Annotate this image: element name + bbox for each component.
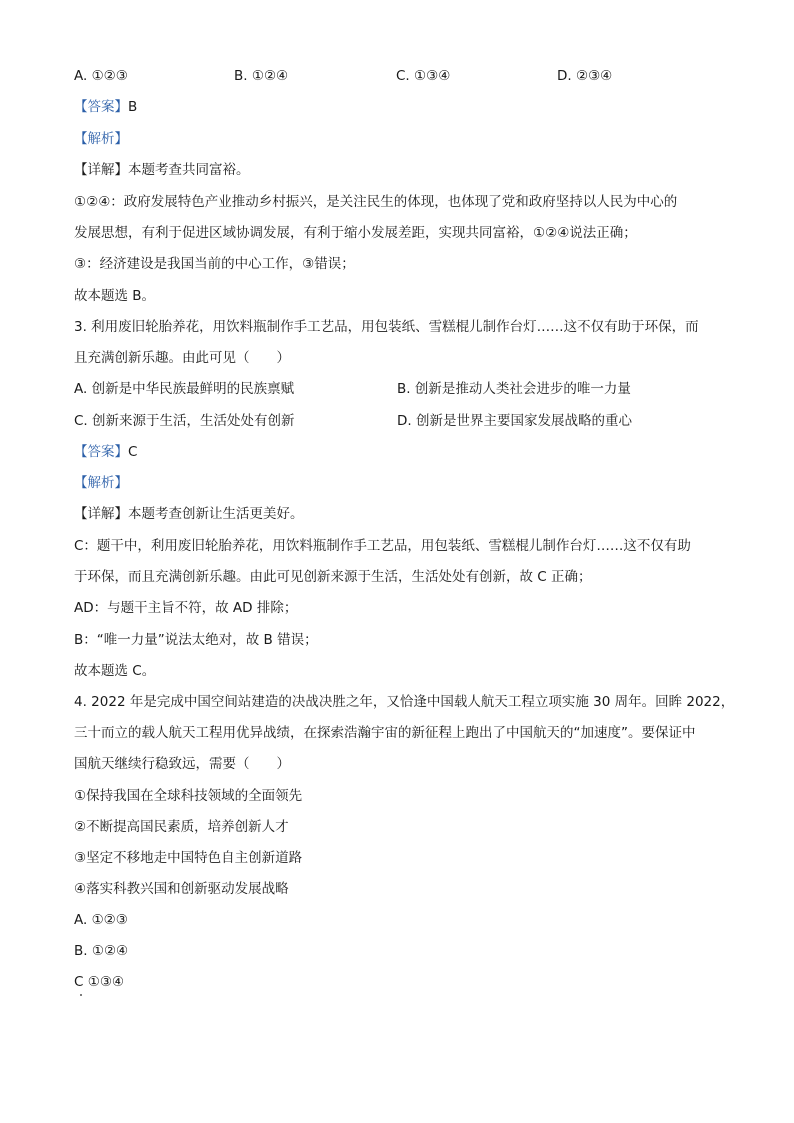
answer-tag: 【答案】 <box>74 444 128 460</box>
q3-explanation-line: B：“唯一力量”说法太绝对，故 B 错误； <box>74 632 318 648</box>
ink-dot <box>80 994 82 996</box>
q3-stem-line: 3. 利用废旧轮胎养花，用饮料瓶制作手工艺品，用包装纸、雪糕棍儿制作台灯……这不仅有助于环保，而 <box>74 319 699 335</box>
q2-option-b: B. ①②④ <box>234 68 289 84</box>
q4-option-c: C ①③④ <box>74 974 125 990</box>
answer-value: C <box>128 444 138 460</box>
q3-option-d: D. 创新是世界主要国家发展战略的重心 <box>397 413 632 429</box>
q2-explanation-line: ③：经济建设是我国当前的中心工作，③错误； <box>74 256 355 272</box>
q2-explanation-line: 故本题选 B。 <box>74 288 156 304</box>
q2-detail: 【详解】本题考查共同富裕。 <box>74 162 250 178</box>
q3-explanation-line: 于环保，而且充满创新乐趣。由此可见创新来源于生活，生活处处有创新，故 C 正确； <box>74 569 592 585</box>
q3-option-c: C. 创新来源于生活，生活处处有创新 <box>74 413 295 429</box>
q2-option-a: A. ①②③ <box>74 68 128 84</box>
q2-explanation-line: ①②④：政府发展特色产业推动乡村振兴，是关注民生的体现，也体现了党和政府坚持以人民为中心的 <box>74 194 678 210</box>
q4-stem-line: 4. 2022 年是完成中国空间站建造的决战决胜之年，又恰逢中国载人航天工程立项实施 30 周年。回眸 2022， <box>74 694 735 710</box>
q3-detail: 【详解】本题考查创新让生活更美好。 <box>74 506 304 522</box>
q3-stem-line: 且充满创新乐趣。由此可见（ ） <box>74 350 290 366</box>
q4-item: ③坚定不移地走中国特色自主创新道路 <box>74 850 303 866</box>
q4-option-b: B. ①②④ <box>74 943 129 959</box>
q4-item: ①保持我国在全球科技领域的全面领先 <box>74 788 303 804</box>
q4-stem-line: 三十而立的载人航天工程用优异战绩，在探索浩瀚宇宙的新征程上跑出了中国航天的“加速度”。要保证中 <box>74 725 696 741</box>
q3-answer <box>74 442 137 462</box>
answer-value: B <box>128 99 138 115</box>
q3-analysis-tag: 【解析】 <box>74 475 128 491</box>
q2-option-c: C. ①③④ <box>396 68 451 84</box>
q2-option-d: D. ②③④ <box>557 68 613 84</box>
q4-option-a: A. ①②③ <box>74 912 128 928</box>
q4-item: ②不断提高国民素质，培养创新人才 <box>74 819 289 835</box>
answer-tag: 【答案】 <box>74 99 128 115</box>
q2-explanation-line: 发展思想，有利于促进区域协调发展，有利于缩小发展差距，实现共同富裕，①②④说法正确； <box>74 225 637 241</box>
q3-explanation-line: AD：与题干主旨不符，故 AD 排除； <box>74 600 298 616</box>
q3-option-b: B. 创新是推动人类社会进步的唯一力量 <box>397 381 631 397</box>
q3-explanation-line: C：题干中，利用废旧轮胎养花，用饮料瓶制作手工艺品，用包装纸、雪糕棍儿制作台灯……这不仅有助 <box>74 538 691 554</box>
q3-option-a: A. 创新是中华民族最鲜明的民族禀赋 <box>74 381 295 397</box>
q4-item: ④落实科教兴国和创新驱动发展战略 <box>74 881 289 897</box>
q2-answer <box>74 97 137 117</box>
q3-explanation-line: 故本题选 C。 <box>74 663 156 679</box>
q4-stem-line: 国航天继续行稳致远，需要（ ） <box>74 756 290 772</box>
q2-analysis-tag: 【解析】 <box>74 131 128 147</box>
